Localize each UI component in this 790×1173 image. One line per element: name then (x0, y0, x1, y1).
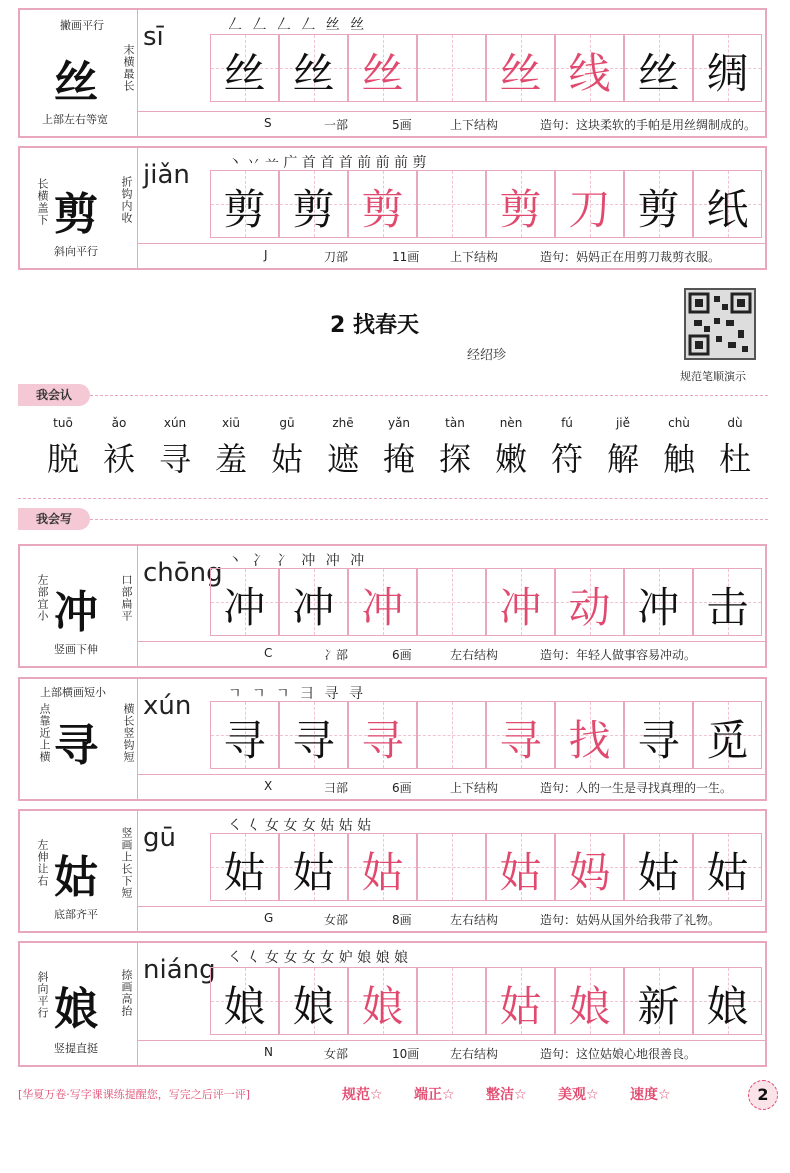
recognize-pinyin: tuō (53, 416, 73, 430)
rating-beauty[interactable]: 美观☆ (558, 1087, 599, 1103)
grid-cell[interactable] (624, 34, 693, 102)
info-sentence: 造句：这位姑娘心地很善良。 (540, 1047, 697, 1061)
cell-char: 丝 (292, 49, 335, 98)
cell-char: 姑 (499, 982, 542, 1031)
recognize-char: 探 (438, 440, 471, 478)
note-bottom: 斜向平行 (54, 245, 98, 258)
section-tag-recognize: 我会认 (18, 384, 90, 406)
recognize-item (314, 416, 372, 480)
grid-cell[interactable] (486, 701, 555, 769)
qr-code-icon[interactable] (684, 288, 756, 360)
note-right: 折钩内收 (120, 176, 133, 224)
recognize-item (146, 416, 204, 480)
grid-cell[interactable] (486, 34, 555, 102)
info-structure: 左右结构 (450, 1047, 499, 1061)
stroke-order: 𠃋 𠃋 𠃋 𠃋 丝 丝 (228, 17, 368, 33)
recognize-item (482, 416, 540, 480)
note-left: 左伸让右 (36, 839, 49, 887)
cell-char: 姑 (499, 848, 542, 897)
cell-char: 娘 (223, 982, 266, 1031)
cell-char: 姑 (706, 848, 749, 897)
qr-label: 规范笔顺演示 (680, 370, 746, 383)
grid-cell[interactable] (348, 701, 417, 769)
char-card-xun (18, 677, 767, 801)
cell-char: 丝 (499, 49, 542, 98)
char-card-jian (18, 146, 767, 270)
info-letter: C (264, 646, 273, 660)
grid-cell[interactable] (210, 170, 279, 238)
grid-cell[interactable] (486, 170, 555, 238)
recognize-list (18, 416, 768, 496)
info-radical: 女部 (324, 1047, 349, 1061)
char-card-chong (18, 544, 767, 668)
char-card-left (20, 148, 138, 268)
note-right: 竖画上长下短 (120, 827, 133, 899)
practice-grid (210, 833, 770, 903)
info-count: 10画 (392, 1047, 420, 1061)
cell-char: 纸 (706, 185, 749, 234)
main-character: 剪 (54, 189, 98, 240)
cell-char: 剪 (223, 185, 266, 234)
info-count: 11画 (392, 250, 420, 264)
note-right: 末横最长 (122, 44, 135, 92)
cell-char: 娘 (568, 982, 611, 1031)
note-right: 捺画高抬 (120, 969, 133, 1017)
info-radical: 冫部 (324, 648, 349, 662)
note-left: 斜向平行 (36, 971, 49, 1019)
pinyin: jiǎn (143, 160, 190, 190)
note-left: 点靠近上横 (38, 703, 51, 763)
info-letter: J (264, 248, 268, 262)
cell-char: 动 (568, 583, 611, 632)
info-row (138, 906, 767, 931)
grid-cell[interactable] (693, 833, 762, 901)
info-row (138, 111, 767, 136)
stroke-order: ㄱ ㄱ ㄱ 彐 寻 寻 (228, 686, 366, 702)
cell-char: 冲 (361, 583, 404, 632)
info-structure: 左右结构 (450, 913, 499, 927)
grid-cell[interactable] (210, 701, 279, 769)
grid-cell[interactable] (693, 568, 762, 636)
main-character: 丝 (54, 57, 98, 108)
cell-char: 姑 (223, 848, 266, 897)
cell-char: 丝 (223, 49, 266, 98)
page-number: 2 (748, 1080, 778, 1110)
info-row (138, 1040, 767, 1065)
cell-char: 剪 (637, 185, 680, 234)
stroke-order: 丶 冫 冫 冲 冲 冲 (228, 553, 368, 569)
cell-char: 姑 (637, 848, 680, 897)
recognize-char: 解 (606, 440, 639, 478)
info-row (138, 641, 767, 666)
info-count: 8画 (392, 913, 412, 927)
cell-char: 寻 (637, 716, 680, 765)
grid-cell[interactable] (417, 568, 486, 636)
rating-speed[interactable]: 速度☆ (630, 1087, 671, 1103)
grid-cell[interactable] (417, 833, 486, 901)
main-character: 姑 (54, 852, 98, 903)
recognize-pinyin: zhē (332, 416, 354, 430)
main-character: 娘 (54, 984, 98, 1035)
practice-grid (210, 568, 770, 638)
cell-char: 冲 (637, 583, 680, 632)
grid-cell[interactable] (555, 701, 624, 769)
grid-cell[interactable] (555, 34, 624, 102)
grid-cell[interactable] (210, 34, 279, 102)
recognize-item (370, 416, 428, 480)
info-count: 5画 (392, 118, 412, 132)
char-card-left (20, 943, 138, 1065)
cell-char: 娘 (361, 982, 404, 1031)
grid-cell[interactable] (348, 568, 417, 636)
info-sentence: 造句：这块柔软的手帕是用丝绸制成的。 (540, 118, 757, 132)
cell-char: 击 (706, 583, 749, 632)
practice-grid (210, 967, 770, 1037)
cell-char: 绸 (706, 49, 749, 98)
recognize-pinyin: gū (279, 416, 295, 430)
cell-char: 找 (568, 716, 611, 765)
info-letter: N (264, 1045, 273, 1059)
grid-cell[interactable] (555, 833, 624, 901)
grid-cell[interactable] (279, 34, 348, 102)
info-sentence: 造句：人的一生是寻找真理的一生。 (540, 781, 733, 795)
grid-cell[interactable] (348, 967, 417, 1035)
recognize-char: 掩 (382, 440, 415, 478)
section-tag-write: 我会写 (18, 508, 90, 530)
grid-cell[interactable] (210, 568, 279, 636)
info-letter: X (264, 779, 273, 793)
recognize-pinyin: xún (163, 416, 187, 430)
recognize-pinyin: fú (561, 416, 573, 430)
recognize-pinyin: yǎn (387, 416, 411, 430)
recognize-char: 羞 (214, 440, 247, 478)
grid-cell[interactable] (279, 170, 348, 238)
grid-cell[interactable] (348, 34, 417, 102)
grid-cell[interactable] (210, 967, 279, 1035)
info-radical: 一部 (324, 118, 349, 132)
recognize-item (34, 416, 92, 480)
info-row (138, 774, 767, 799)
grid-cell[interactable] (624, 568, 693, 636)
recognize-char: 脱 (46, 440, 79, 478)
recognize-item (258, 416, 316, 480)
cell-char: 丝 (637, 49, 680, 98)
grid-cell[interactable] (624, 833, 693, 901)
info-radical: 女部 (324, 913, 349, 927)
info-radical: 刀部 (324, 250, 349, 264)
recognize-item (706, 416, 764, 480)
note-bottom: 底部齐平 (54, 908, 98, 921)
pinyin: niáng (143, 955, 216, 985)
cell-char: 寻 (499, 716, 542, 765)
pinyin: gū (143, 823, 176, 853)
divider (18, 498, 768, 499)
cell-char: 寻 (361, 716, 404, 765)
cell-char: 寻 (223, 716, 266, 765)
info-structure: 左右结构 (450, 648, 499, 662)
grid-cell[interactable] (555, 568, 624, 636)
recognize-char: 袄 (102, 440, 135, 478)
cell-char: 娘 (292, 982, 335, 1031)
note-top: 撇画平行 (60, 19, 104, 32)
info-structure: 上下结构 (450, 781, 499, 795)
cell-char: 冲 (499, 583, 542, 632)
cell-char: 丝 (361, 49, 404, 98)
recognize-pinyin: xiū (221, 416, 241, 430)
rating-standard[interactable]: 规范☆ (342, 1087, 383, 1103)
cell-char: 妈 (568, 848, 611, 897)
divider (90, 519, 768, 520)
char-card-si (18, 8, 767, 138)
main-character: 冲 (54, 587, 98, 638)
cell-char: 新 (637, 982, 680, 1031)
grid-cell[interactable] (624, 170, 693, 238)
recognize-pinyin: tàn (445, 416, 465, 430)
grid-cell[interactable] (624, 701, 693, 769)
stroke-order: 丶 丷 䒑 广 首 首 首 前 前 前 剪 (228, 155, 427, 171)
grid-cell[interactable] (486, 967, 555, 1035)
info-count: 6画 (392, 648, 412, 662)
grid-cell[interactable] (693, 701, 762, 769)
practice-grid (210, 170, 770, 240)
info-row (138, 243, 767, 268)
grid-cell[interactable] (279, 701, 348, 769)
char-card-left (20, 679, 138, 799)
pinyin: sī (143, 22, 164, 52)
cell-char: 冲 (292, 583, 335, 632)
note-top: 上部横画短小 (40, 686, 106, 699)
recognize-pinyin: dù (727, 416, 743, 430)
note-bottom: 竖提直挺 (54, 1042, 98, 1055)
recognize-pinyin: jiě (615, 416, 631, 430)
info-sentence: 造句：姑妈从国外给我带了礼物。 (540, 913, 721, 927)
recognize-char: 寻 (158, 440, 191, 478)
info-radical: 彐部 (324, 781, 349, 795)
note-bottom: 上部左右等宽 (42, 113, 108, 126)
grid-cell[interactable] (417, 34, 486, 102)
cell-char: 刀 (568, 185, 611, 234)
cell-char: 线 (568, 49, 611, 98)
grid-cell[interactable] (348, 833, 417, 901)
recognize-item (538, 416, 596, 480)
cell-char: 冲 (223, 583, 266, 632)
recognize-pinyin: ǎo (111, 416, 127, 430)
cell-char: 寻 (292, 716, 335, 765)
stroke-order: ㇛ 𡿨 女 女 女 女 妒 娘 娘 娘 (228, 950, 409, 966)
grid-cell[interactable] (279, 967, 348, 1035)
info-structure: 上下结构 (450, 118, 499, 132)
info-structure: 上下结构 (450, 250, 499, 264)
note-left: 长横盖下 (36, 178, 49, 226)
cell-char: 觅 (706, 716, 749, 765)
grid-cell[interactable] (693, 967, 762, 1035)
note-right: 横长竖钩短 (122, 703, 135, 763)
grid-cell[interactable] (279, 568, 348, 636)
grid-cell[interactable] (624, 967, 693, 1035)
main-character: 寻 (54, 720, 98, 771)
grid-cell[interactable] (348, 170, 417, 238)
recognize-item (202, 416, 260, 480)
recognize-char: 嫩 (494, 440, 527, 478)
grid-cell[interactable] (555, 170, 624, 238)
grid-cell[interactable] (417, 170, 486, 238)
recognize-pinyin: chù (668, 416, 690, 430)
recognize-char: 姑 (270, 440, 303, 478)
pinyin: chōng (143, 558, 223, 588)
cell-char: 姑 (361, 848, 404, 897)
recognize-char: 触 (662, 440, 695, 478)
info-sentence: 造句：妈妈正在用剪刀裁剪衣服。 (540, 250, 721, 264)
recognize-char: 杜 (718, 440, 751, 478)
recognize-pinyin: nèn (499, 416, 523, 430)
stroke-order: ㇛ 𡿨 女 女 女 姑 姑 姑 (228, 818, 372, 834)
note-left: 左部宜小 (36, 574, 49, 622)
recognize-char: 符 (550, 440, 583, 478)
rating-neat-upright[interactable]: 端正☆ (414, 1087, 455, 1103)
cell-char: 剪 (499, 185, 542, 234)
char-card-gu (18, 809, 767, 933)
recognize-item (90, 416, 148, 480)
grid-cell[interactable] (279, 833, 348, 901)
note-bottom: 竖画下伸 (54, 643, 98, 656)
lesson-author: 经绍珍 (467, 348, 507, 363)
cell-char: 剪 (361, 185, 404, 234)
cell-char: 娘 (706, 982, 749, 1031)
char-card-left (20, 10, 138, 136)
grid-cell[interactable] (486, 568, 555, 636)
recognize-char: 遮 (326, 440, 359, 478)
practice-grid (210, 34, 770, 104)
cell-char: 姑 (292, 848, 335, 897)
grid-cell[interactable] (693, 170, 762, 238)
divider (90, 395, 768, 396)
info-letter: S (264, 116, 272, 130)
practice-grid (210, 701, 770, 771)
note-right: 口部扁平 (120, 574, 133, 622)
info-letter: G (264, 911, 274, 925)
grid-cell[interactable] (417, 701, 486, 769)
info-count: 6画 (392, 781, 412, 795)
pinyin: xún (143, 691, 192, 721)
grid-cell[interactable] (417, 967, 486, 1035)
char-card-niang (18, 941, 767, 1067)
info-sentence: 造句：年轻人做事容易冲动。 (540, 648, 697, 662)
char-card-left (20, 811, 138, 931)
rating-tidy[interactable]: 整洁☆ (486, 1087, 527, 1103)
recognize-item (594, 416, 652, 480)
grid-cell[interactable] (210, 833, 279, 901)
cell-char: 剪 (292, 185, 335, 234)
footer-slogan: [华夏万卷·写字课课练提醒您，写完之后评一评] (18, 1088, 251, 1101)
lesson-title: 2 找春天 (330, 313, 419, 338)
grid-cell[interactable] (693, 34, 762, 102)
recognize-item (426, 416, 484, 480)
char-card-left (20, 546, 138, 666)
grid-cell[interactable] (486, 833, 555, 901)
recognize-item (650, 416, 708, 480)
grid-cell[interactable] (555, 967, 624, 1035)
